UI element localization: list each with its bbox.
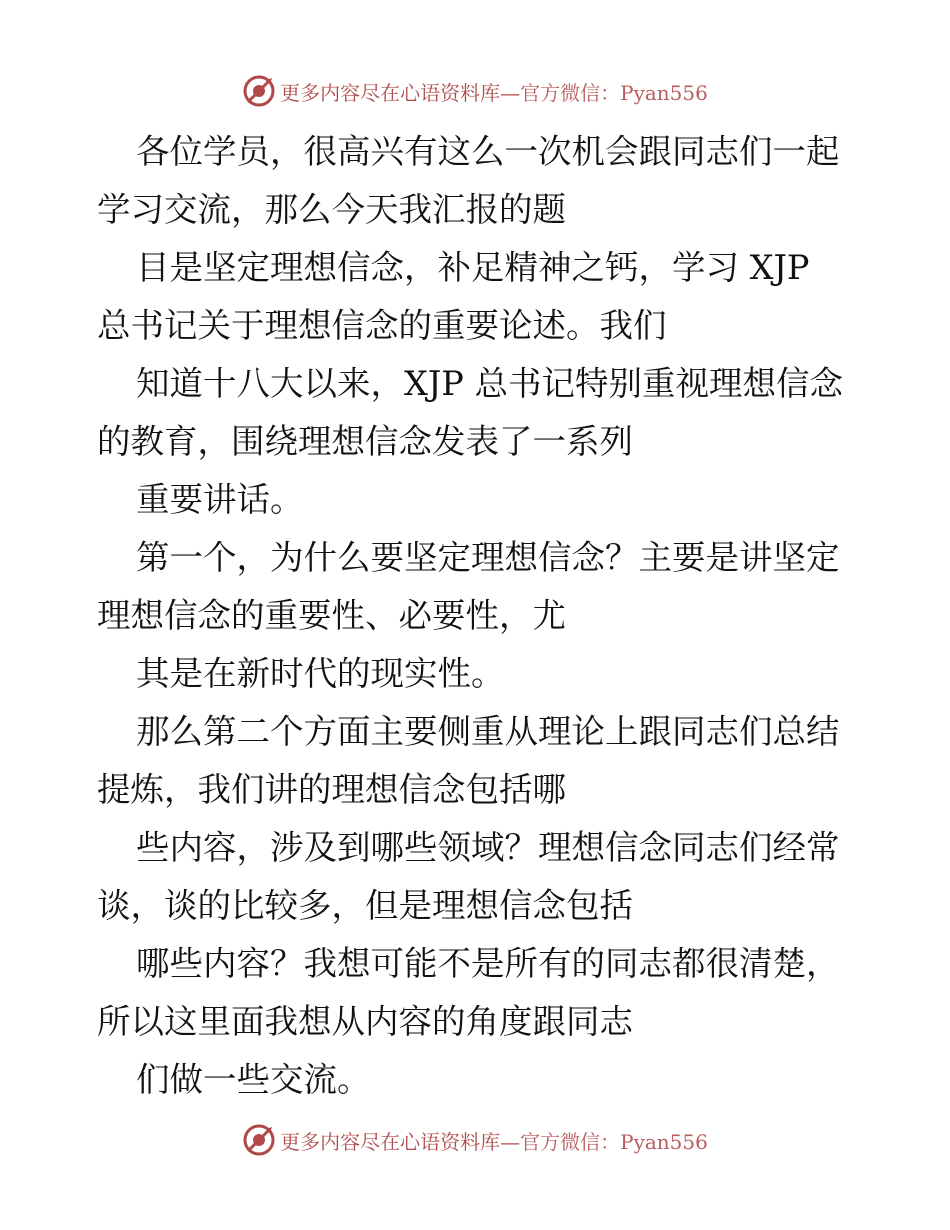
brand-logo-icon: [242, 1123, 276, 1157]
text-line: 那么第二个方面主要侧重从理论上跟同志们总结: [136, 712, 840, 751]
text-line: 知道十八大以来，XJP 总书记特别重视理想信念: [136, 364, 843, 403]
text-line: 的教育，围绕理想信念发表了一系列: [97, 422, 633, 461]
header-promo-text: 更多内容尽在心语资料库—: [280, 80, 521, 105]
paragraph: [97, 471, 857, 529]
text-line: 学习交流，那么今天我汇报的题: [97, 190, 566, 229]
text-line: 各位学员，很高兴有这么一次机会跟同志们一起: [136, 132, 840, 171]
text-line: 些内容，涉及到哪些领域？理想信念同志们经常: [136, 828, 840, 867]
text-line: 哪些内容？我想可能不是所有的同志都很清楚，: [136, 944, 840, 983]
text-line: 理想信念的重要性、必要性，尤: [97, 596, 566, 635]
text-line: 提炼，我们讲的理想信念包括哪: [97, 770, 566, 809]
footer-promo-text: 更多内容尽在心语资料库—: [280, 1129, 521, 1154]
header-wechat-text: 官方微信：Pyan556: [520, 80, 708, 105]
paragraph: [97, 1051, 857, 1109]
text-line: 所以这里面我想从内容的角度跟同志: [97, 1002, 633, 1041]
text-line: 重要讲话。: [136, 480, 304, 519]
text-line: 们做一些交流。: [136, 1060, 371, 1099]
brand-logo-icon: [242, 74, 276, 108]
text-line: 其是在新时代的现实性。: [136, 654, 505, 693]
paragraph: [97, 355, 857, 471]
paragraph: [97, 703, 857, 819]
paragraph: [97, 239, 857, 355]
footer-wechat-text: 官方微信：Pyan556: [520, 1129, 708, 1154]
text-line: 总书记关于理想信念的重要论述。我们: [97, 306, 667, 345]
header-banner: [0, 71, 950, 111]
paragraph: [97, 123, 857, 239]
paragraph: [97, 819, 857, 935]
paragraph: [97, 529, 857, 645]
document-body: [97, 123, 857, 1109]
text-line: 谈，谈的比较多，但是理想信念包括: [97, 886, 633, 925]
text-line: 第一个，为什么要坚定理想信念？主要是讲坚定: [136, 538, 840, 577]
text-line: 目是坚定理想信念，补足精神之钙，学习 XJP: [136, 248, 810, 287]
footer-banner: [0, 1120, 950, 1160]
paragraph: [97, 645, 857, 703]
paragraph: [97, 935, 857, 1051]
